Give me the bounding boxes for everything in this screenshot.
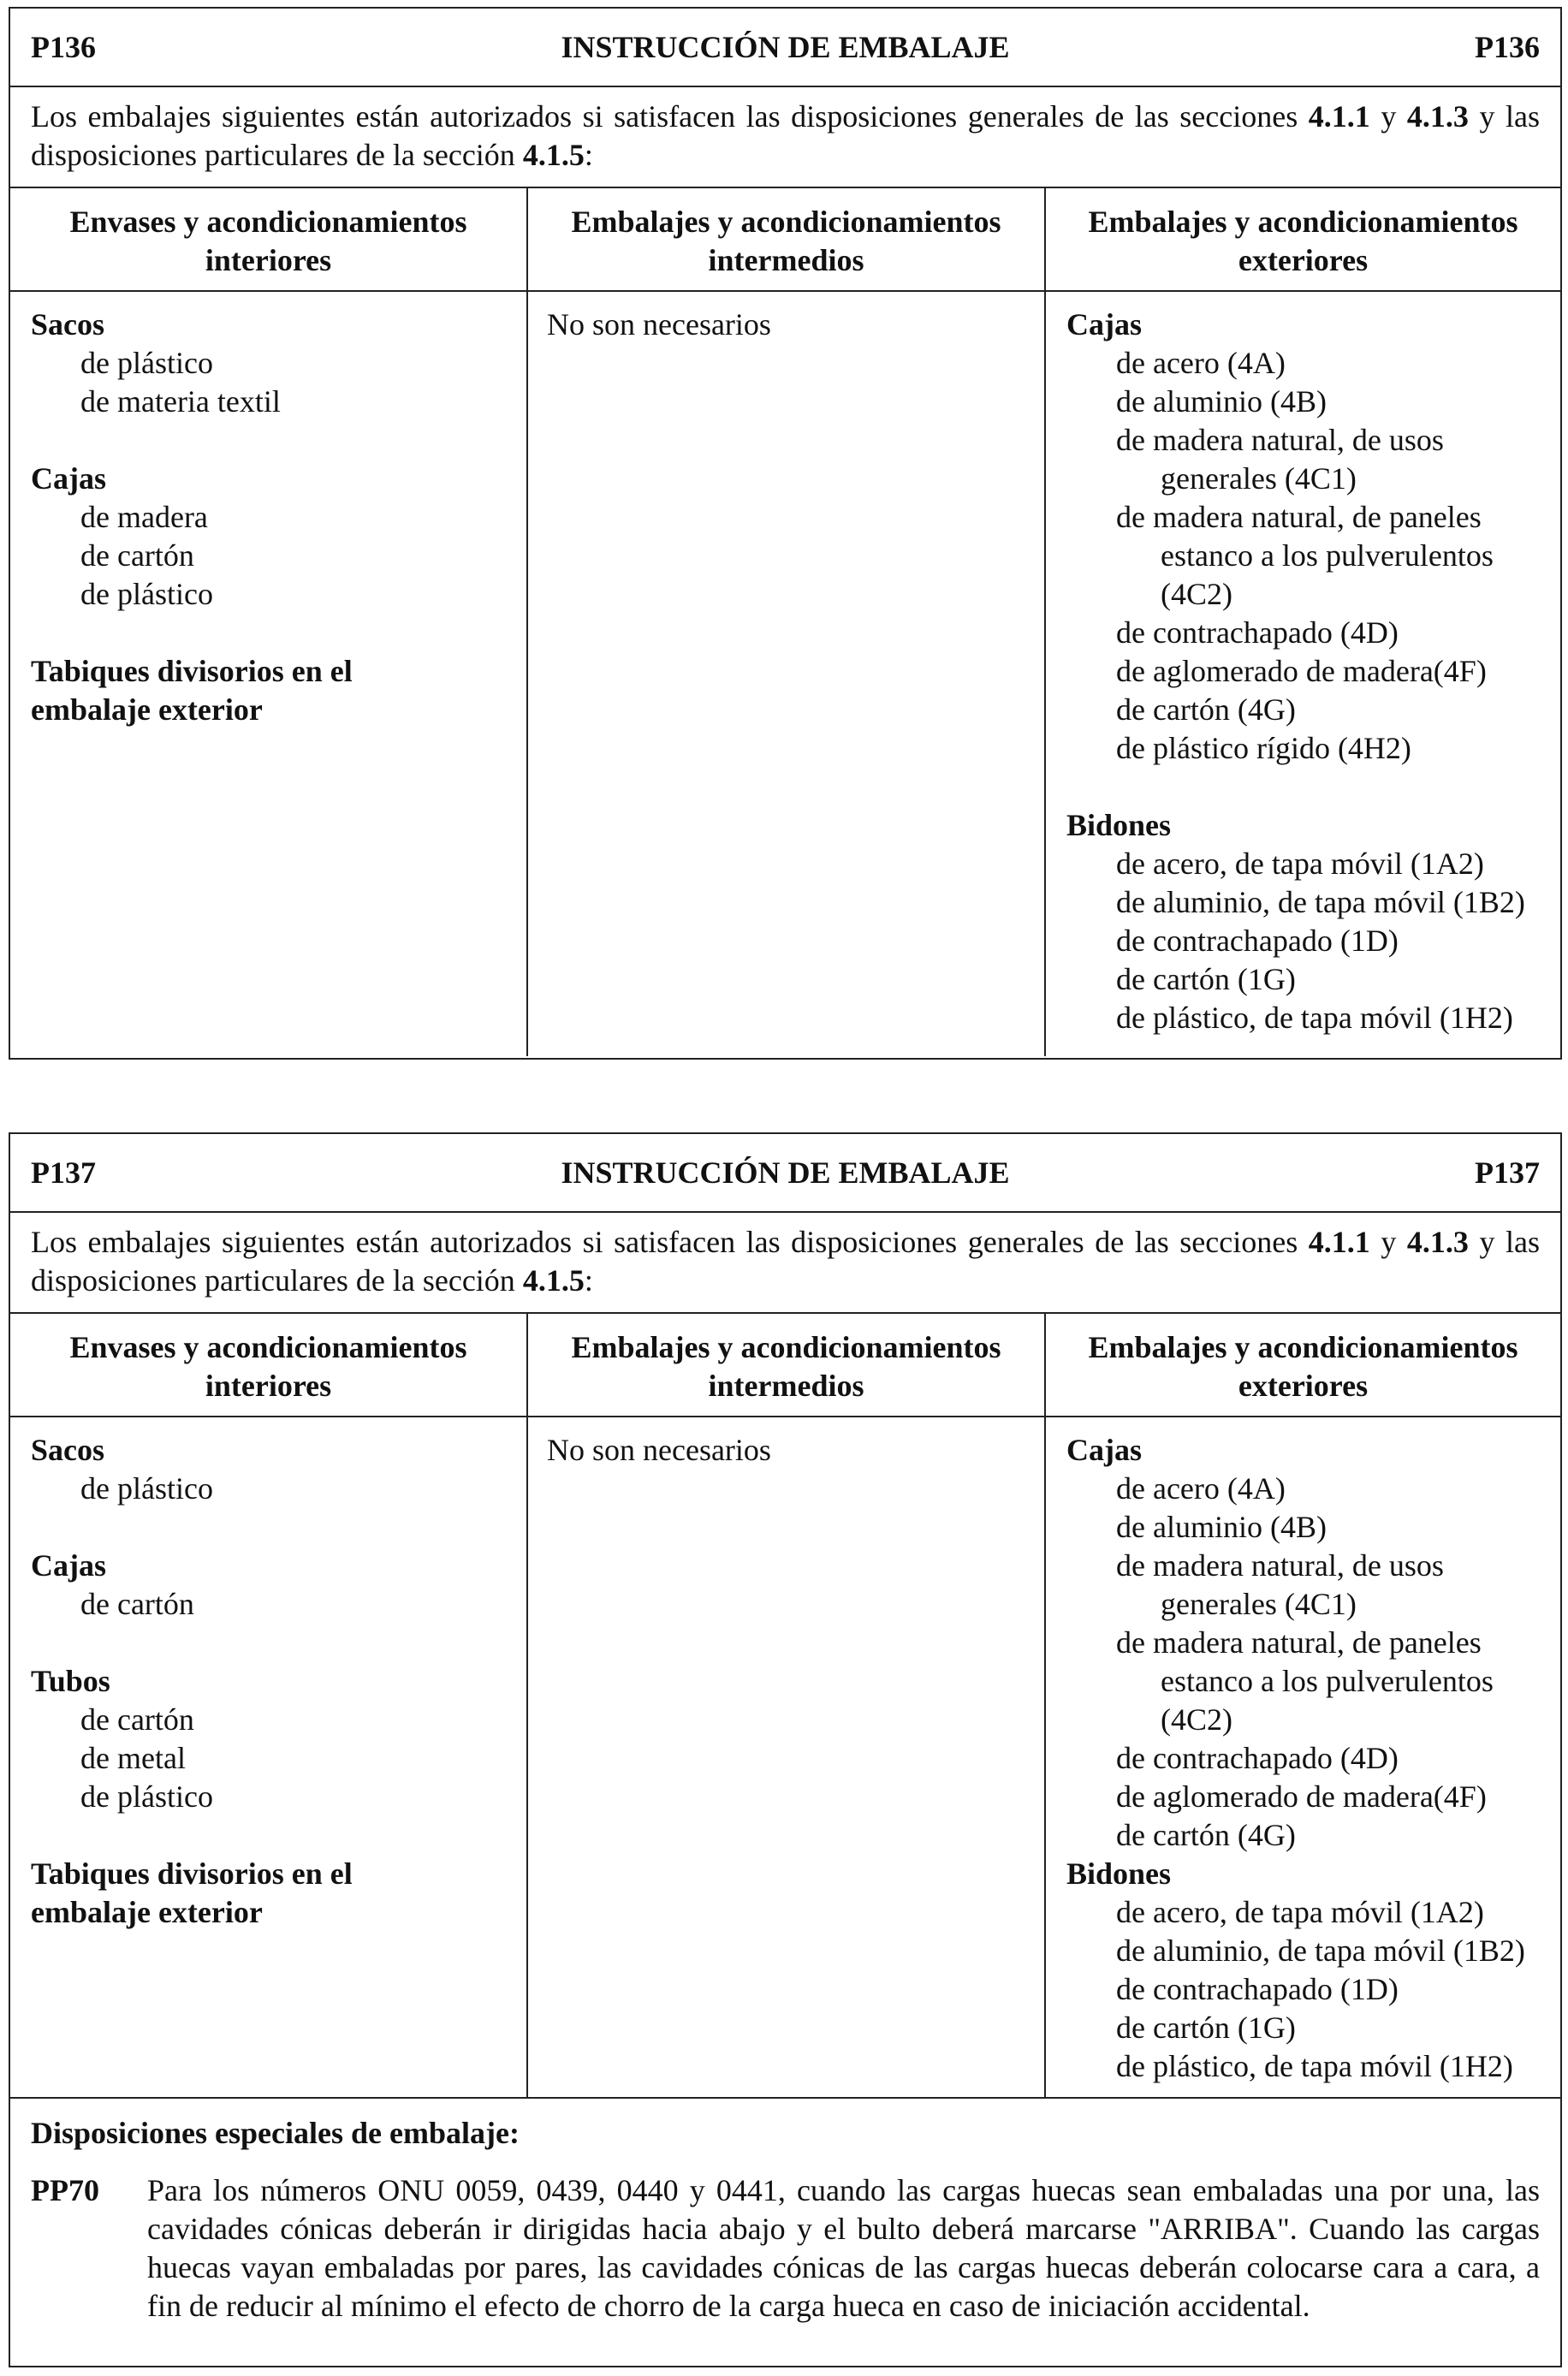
list-item: de plástico, de tapa móvil (1H2)	[1116, 2049, 1513, 2083]
group-title: Sacos	[31, 307, 105, 342]
section-ref: 4.1.5	[522, 138, 585, 172]
column-headers	[10, 1314, 1560, 1417]
list-item-line: (4C2)	[1161, 1702, 1232, 1737]
group-title: Cajas	[1066, 307, 1142, 342]
list-item: de aluminio, de tapa móvil (1B2)	[1116, 885, 1525, 919]
list-item-line: de madera natural, de usos	[1116, 1548, 1444, 1583]
intermediate-text: No son necesarios	[547, 1433, 771, 1467]
intermediate-packagings	[528, 1417, 1046, 2097]
list-item: de plástico	[80, 1779, 213, 1814]
group-title: Tabiques divisorios en el	[31, 654, 353, 688]
intermediate-text: No son necesarios	[547, 307, 771, 342]
list-item: de acero, de tapa móvil (1A2)	[1116, 846, 1484, 881]
section-ref: 4.1.1	[1308, 99, 1370, 134]
intro-text: y	[1369, 1225, 1407, 1259]
outer-packagings	[1046, 1417, 1560, 2097]
list-item: de plástico	[80, 1471, 213, 1506]
section-ref: 4.1.5	[522, 1263, 585, 1298]
column-body	[10, 292, 1560, 1056]
list-item: de cartón (4G)	[1116, 692, 1296, 727]
column-body	[10, 1417, 1560, 2097]
intro-text: y las disposiciones particulares de la sección	[31, 1225, 1541, 1298]
list-item: de acero, de tapa móvil (1A2)	[1116, 1895, 1484, 1929]
title-row	[10, 9, 1560, 87]
list-item: de contrachapado (1D)	[1116, 1972, 1399, 2006]
list-item	[1066, 1624, 1560, 1739]
intro-text: Los embalajes siguientes están autorizados si satisfacen las disposiciones generales de las secciones	[31, 99, 1309, 134]
list-item: de cartón (4G)	[1116, 1818, 1296, 1852]
intro-paragraph	[10, 1213, 1560, 1314]
list-item: de cartón	[80, 1702, 194, 1737]
inner-packagings	[10, 292, 528, 1056]
title-row	[10, 1134, 1560, 1213]
group-title: Cajas	[1066, 1433, 1142, 1467]
special-provisions	[10, 2097, 1560, 2366]
list-item: de acero (4A)	[1116, 346, 1286, 380]
list-item: de cartón	[80, 1587, 194, 1621]
list-item: de acero (4A)	[1116, 1471, 1286, 1506]
inner-packagings	[10, 1417, 528, 2097]
group-title: Tubos	[31, 1664, 110, 1698]
list-item: de aluminio (4B)	[1116, 1510, 1327, 1544]
column-headers	[10, 188, 1560, 292]
list-item	[1066, 421, 1560, 498]
intermediate-packagings	[528, 292, 1046, 1056]
packing-instruction-p137	[9, 1132, 1562, 2367]
section-ref: 4.1.3	[1406, 99, 1469, 134]
outer-packagings	[1046, 292, 1560, 1056]
special-provision-pp70	[31, 2171, 1540, 2326]
list-item: de plástico, de tapa móvil (1H2)	[1116, 1001, 1513, 1035]
list-item: de aglomerado de madera(4F)	[1116, 1779, 1487, 1814]
list-item: de plástico rígido (4H2)	[1116, 731, 1411, 765]
list-item	[1066, 498, 1560, 614]
group-title: Tabiques divisorios en el	[31, 1856, 353, 1891]
list-item-line: generales (4C1)	[1161, 461, 1357, 496]
list-item: de materia textil	[80, 384, 281, 419]
instruction-code-left: P136	[31, 30, 96, 64]
list-item: de cartón (1G)	[1116, 962, 1296, 996]
group-title: Sacos	[31, 1433, 105, 1467]
section-ref: 4.1.1	[1308, 1225, 1370, 1259]
list-item: de cartón	[80, 538, 194, 573]
list-item-line: estanco a los pulverulentos	[1161, 1664, 1494, 1698]
list-item-line: de madera natural, de paneles	[1116, 500, 1482, 534]
header-intermediate: Embalajes y acondicionamientos intermedios	[528, 1314, 1046, 1417]
instruction-code-right: P136	[1475, 30, 1540, 64]
list-item-line: generales (4C1)	[1161, 1587, 1357, 1621]
provision-text: Para los números ONU 0059, 0439, 0440 y 0441, cuando las cargas huecas sean embaladas una por una, las cavidades cónicas deberán ir dirigidas hacia abajo y el bulto deberá marcarse "ARRIBA". Cuando las cargas huecas vayan embaladas por pares, las cavidades cónicas de las cargas huecas deberán colocarse cara a cara, a fin de reducir al mínimo el efecto de chorro de la carga hueca en caso de iniciación accidental.	[147, 2173, 1540, 2323]
group-title: Bidones	[1066, 808, 1172, 842]
special-provisions-title: Disposiciones especiales de embalaje:	[31, 2116, 520, 2150]
instruction-title: INSTRUCCIÓN DE EMBALAJE	[561, 30, 1010, 64]
header-inner: Envases y acondicionamientos interiores	[10, 188, 528, 292]
list-item-line: estanco a los pulverulentos	[1161, 538, 1494, 573]
list-item: de plástico	[80, 577, 213, 611]
list-item-line: (4C2)	[1161, 577, 1232, 611]
list-item: de contrachapado (4D)	[1116, 1741, 1399, 1775]
list-item-line: de madera natural, de paneles	[1116, 1625, 1482, 1660]
header-outer: Embalajes y acondicionamientos exteriores	[1046, 1314, 1560, 1417]
provision-code: PP70	[31, 2173, 99, 2207]
list-item: de cartón (1G)	[1116, 2011, 1296, 2045]
list-item: de metal	[80, 1741, 186, 1775]
group-title: embalaje exterior	[31, 692, 263, 727]
instruction-title: INSTRUCCIÓN DE EMBALAJE	[561, 1155, 1010, 1190]
list-item: de plástico	[80, 346, 213, 380]
group-title: embalaje exterior	[31, 1895, 263, 1929]
group-title: Cajas	[31, 1548, 106, 1583]
list-item: de contrachapado (4D)	[1116, 615, 1399, 650]
list-item: de aglomerado de madera(4F)	[1116, 654, 1487, 688]
instruction-code-right: P137	[1475, 1155, 1540, 1190]
group-title: Cajas	[31, 461, 106, 496]
intro-text: Los embalajes siguientes están autorizados si satisfacen las disposiciones generales de las secciones	[31, 1225, 1309, 1259]
list-item	[1066, 1547, 1560, 1624]
list-item: de contrachapado (1D)	[1116, 924, 1399, 958]
list-item-line: de madera natural, de usos	[1116, 423, 1444, 457]
intro-text: y	[1369, 99, 1407, 134]
header-intermediate: Embalajes y acondicionamientos intermedios	[528, 188, 1046, 292]
intro-paragraph	[10, 87, 1560, 188]
header-outer: Embalajes y acondicionamientos exteriores	[1046, 188, 1560, 292]
list-item: de aluminio (4B)	[1116, 384, 1327, 419]
packing-instruction-p136	[9, 7, 1562, 1060]
intro-text: :	[584, 138, 593, 172]
intro-text: y las disposiciones particulares de la sección	[31, 99, 1541, 172]
instruction-code-left: P137	[31, 1155, 96, 1190]
header-inner: Envases y acondicionamientos interiores	[10, 1314, 528, 1417]
group-title: Bidones	[1066, 1856, 1172, 1891]
section-ref: 4.1.3	[1406, 1225, 1469, 1259]
list-item: de madera	[80, 500, 208, 534]
list-item: de aluminio, de tapa móvil (1B2)	[1116, 1933, 1525, 1968]
intro-text: :	[584, 1263, 593, 1298]
